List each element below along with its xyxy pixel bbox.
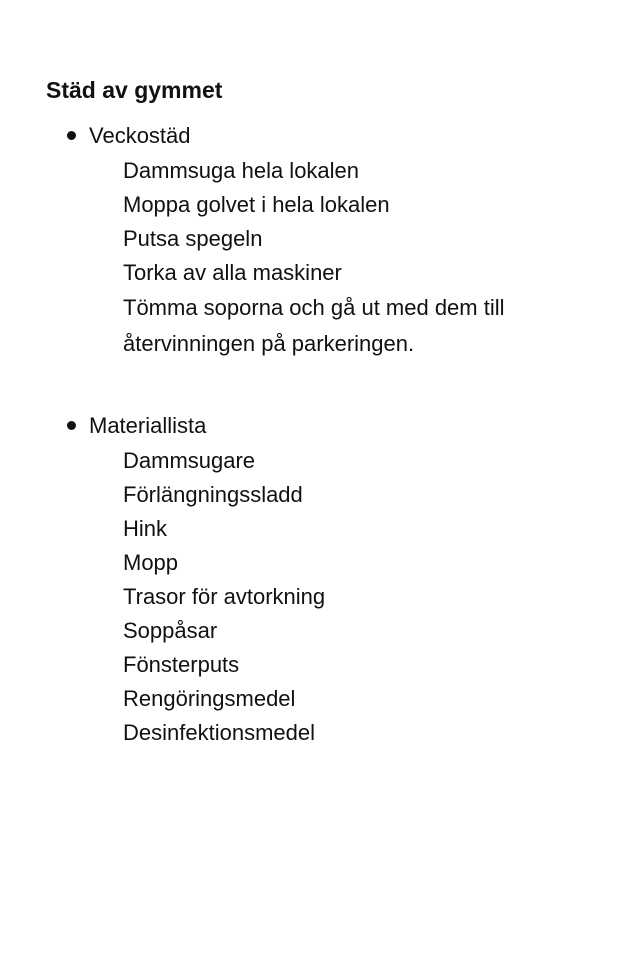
- list-item: Moppa golvet i hela lokalen: [123, 192, 390, 217]
- bullet-icon: [67, 421, 76, 430]
- list-item: Dammsuga hela lokalen: [123, 158, 360, 183]
- list-item: Fönsterputs: [123, 652, 240, 677]
- material-list: [123, 444, 563, 750]
- section-heading: Materiallista: [89, 413, 207, 438]
- section-veckostad: [0, 120, 630, 356]
- section-heading: Veckostäd: [89, 123, 191, 148]
- list-item: Tömma soporna och gå ut med dem till återvinningen på parkeringen.: [123, 295, 505, 356]
- page-title: Städ av gymmet: [46, 77, 223, 103]
- bullet-heading: [0, 410, 630, 442]
- list-item: Dammsugare: [123, 448, 256, 473]
- list-item: Putsa spegeln: [123, 226, 263, 251]
- list-item: Torka av alla maskiner: [123, 260, 342, 285]
- list-item: Trasor för avtorkning: [123, 584, 326, 609]
- list-item: Desinfektionsmedel: [123, 720, 315, 745]
- bullet-icon: [67, 131, 76, 140]
- list-item: Hink: [123, 516, 168, 541]
- list-item: Soppåsar: [123, 618, 218, 643]
- bullet-heading: [0, 120, 630, 152]
- task-list: [123, 154, 563, 362]
- list-item: Rengöringsmedel: [123, 686, 296, 711]
- list-item: Mopp: [123, 550, 179, 575]
- list-item: Förlängningssladd: [123, 482, 303, 507]
- section-materiallista: [0, 410, 630, 745]
